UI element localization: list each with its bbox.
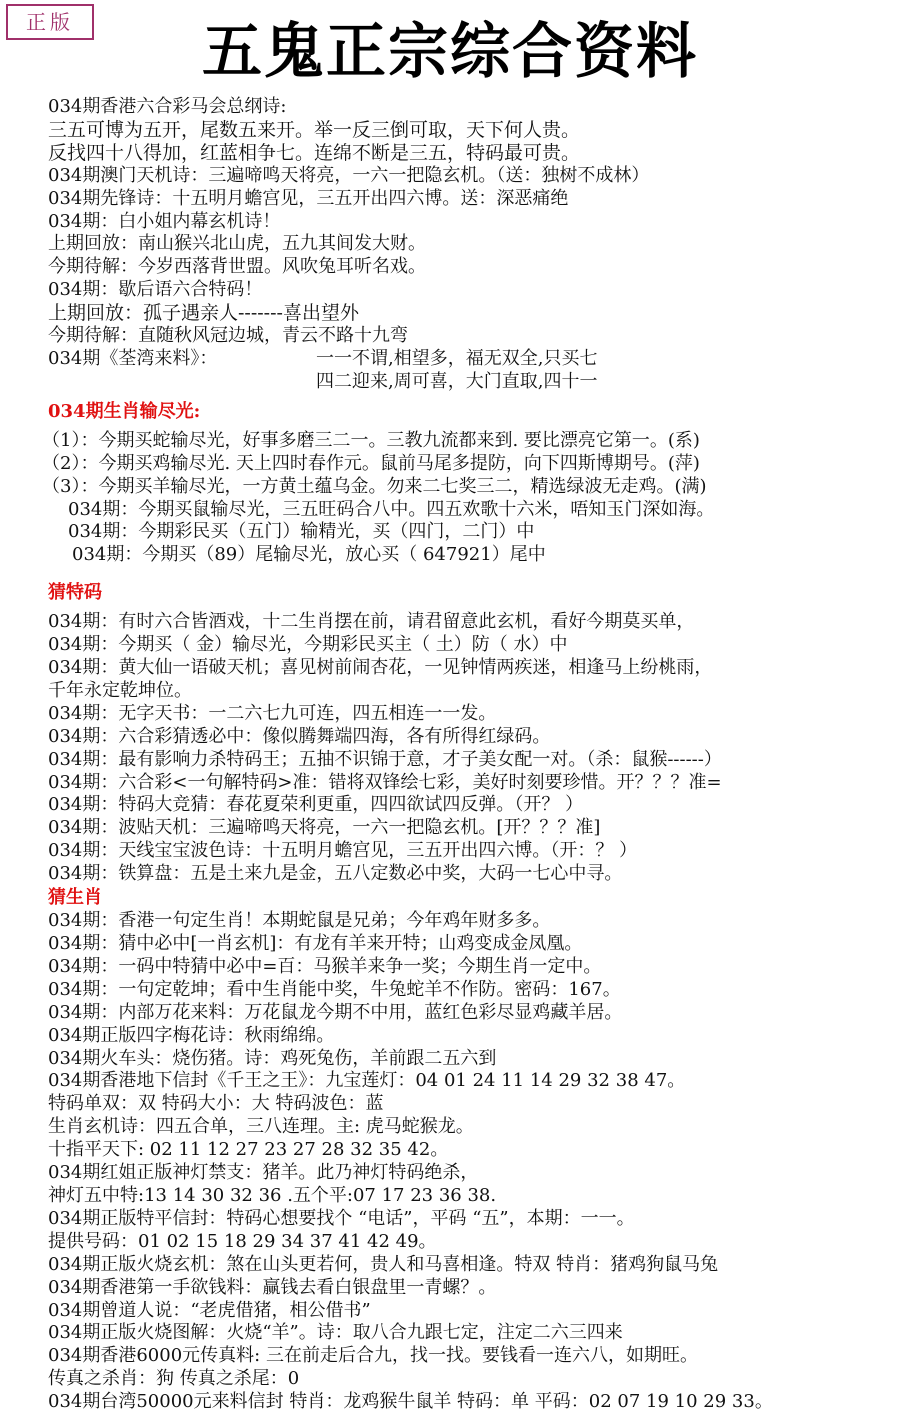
text-line: 034期红姐正版神灯禁支：猪羊。此乃神灯特码绝杀， bbox=[48, 1162, 479, 1184]
text-line: 034期：今期买（ 金）输尽光，今期彩民买主（ 土）防（ 水）中 bbox=[48, 634, 568, 656]
section-title-zodiac-loss: 034期生肖输尽光: bbox=[48, 400, 201, 422]
text-line: 034期香港第一手欲钱料：赢钱去看白银盘里一青螺？。 bbox=[48, 1276, 497, 1298]
text-line: 034期：今期买（89）尾输尽光，放心买（ 647921）尾中 bbox=[72, 544, 546, 566]
text-line: 034期：一句定乾坤；看中生肖能中奖，牛兔蛇羊不作防。密码：167。 bbox=[48, 978, 621, 1000]
text-line: 生肖玄机诗：四五合单，三八连理。主: 虎马蛇猴龙。 bbox=[48, 1116, 474, 1138]
text-line: 今期待解：今岁西落背世盟。风吹兔耳听名戏。 bbox=[48, 256, 426, 278]
document-body bbox=[42, 96, 890, 1414]
text-line: 034期：有时六合皆酒戏，十二生肖摆在前，请君留意此玄机，看好今期莫买单， bbox=[48, 611, 695, 633]
text-line: 十指平天下: 02 11 12 27 23 27 28 32 35 42。 bbox=[48, 1139, 449, 1161]
section-title-guess-code: 猜特码 bbox=[48, 582, 102, 604]
text-line: 034期：特码大竞猜：春花夏荣利更重，四四欲试四反弹。（开？ ） bbox=[48, 794, 584, 816]
text-line: （3）：今期买羊输尽光，一方黄土蕴乌金。勿来二七奖三二，精选绿波无走鸡。(满) bbox=[42, 475, 707, 497]
text-line: 034期：歇后语六合特码！ bbox=[48, 279, 263, 301]
guess-code-block bbox=[48, 611, 890, 886]
text-line: 今期待解：直随秋风冠边城，青云不路十九弯 bbox=[48, 325, 408, 347]
text-line: 传真之杀肖：狗 传真之杀尾：0 bbox=[48, 1368, 300, 1390]
text-line: 034期：无字天书：一二六七九可连，四五相连一一发。 bbox=[48, 702, 497, 724]
text-line: 034期：内部万花来料：万花鼠龙今期不中用，蓝红色彩尽显鸡藏羊居。 bbox=[48, 1001, 623, 1023]
text-line: 034期：猜中必中[一肖玄机]：有龙有羊来开特；山鸡变成金凤凰。 bbox=[48, 933, 583, 954]
text-line: 034期先锋诗：十五明月蟾宫见，三五开出四六博。送：深恶痛绝 bbox=[48, 187, 569, 209]
text-line: 034期香港6000元传真料: 三在前走后合九，找一找。要钱看一连六八，如期旺。 bbox=[48, 1345, 698, 1367]
text-line: （2）：今期买鸡输尽光. 天上四时春作元。鼠前马尾多提防，向下四斯博期号。(萍) bbox=[42, 452, 700, 474]
genuine-badge: 正版 bbox=[6, 4, 94, 40]
text-line: 神灯五中特:13 14 30 32 36 .五个平:07 17 23 36 38. bbox=[48, 1184, 497, 1206]
text-line: （1）：今期买蛇输尽光，好事多磨三二一。三教九流都来到. 要比漂亮它第一。(系) bbox=[42, 429, 700, 451]
text-line: 034期：波贴天机：三遍啼鸣天将亮，一六一把隐玄机。[开？？？准] bbox=[48, 817, 601, 839]
text-line: 034期台湾50000元来料信封 特肖：龙鸡猴牛鼠羊 特码：单 平码：02 07 19 10 29 33。 bbox=[48, 1391, 773, 1413]
text-line: 上期回放：南山猴兴北山虎，五九其间发大财。 bbox=[48, 233, 426, 255]
text-line: 034期正版特平信封：特码心想要找个 “电话”，平码 “五”，本期：一一。 bbox=[48, 1207, 635, 1229]
text-line: 034期澳门天机诗：三遍啼鸣天将亮，一六一把隐玄机。（送：独树不成林） bbox=[48, 164, 650, 186]
text-line: 034期：铁算盘：五是土来九是金，五八定数必中奖，大码一七心中寻。 bbox=[48, 863, 623, 885]
guess-zodiac-block bbox=[48, 910, 890, 1414]
text-line: 034期：今期彩民买（五门）输精光，买（四门，二门）中 bbox=[68, 521, 535, 543]
text-line: 034期：天线宝宝波色诗：十五明月蟾宫见，三五开出四六博。（开：？ ） bbox=[48, 840, 638, 862]
text-line: 三五可博为五开，尾数五来开。举一反三倒可取，天下何人贵。 bbox=[48, 118, 581, 141]
text-line: 034期：香港一句定生肖！本期蛇鼠是兄弟；今年鸡年财多多。 bbox=[48, 910, 551, 932]
text-line: 034期：六合彩<一句解特码>准：错将双锋绘七彩，美好时刻要珍惜。开？？？准= bbox=[48, 771, 722, 793]
quanwan-line-1: 一一不谓,相望多，福无双全,只买七 bbox=[316, 347, 598, 369]
text-line: 034期正版火烧图解：火烧“羊”。诗：取八合九跟七定，注定二六三四来 bbox=[48, 1322, 623, 1344]
poem-block bbox=[48, 96, 890, 394]
text-line: 034期：最有影响力杀特码王；五抽不识锦于意，才子美女配一对。（杀：鼠猴------） bbox=[48, 748, 722, 770]
text-line: 034期：一码中特猜中必中=百：马猴羊来争一奖；今期生肖一定中。 bbox=[48, 955, 602, 977]
text-line: 034期香港地下信封《千王之王》：九宝莲灯：04 01 24 11 14 29 32 38 47。 bbox=[48, 1070, 686, 1092]
text-line: 特码单双：双 特码大小：大 特码波色：蓝 bbox=[48, 1093, 384, 1115]
text-line: 反找四十八得加，红蓝相争七。连绵不断是三五，特码最可贵。 bbox=[48, 141, 581, 164]
text-line: 034期火车头：烧伤猪。诗：鸡死兔伤，羊前跟二五六到 bbox=[48, 1047, 497, 1069]
text-line: 034期：黄大仙一语破天机；喜见树前闹杏花，一见钟情两疾迷，相逢马上纷桃雨， bbox=[48, 657, 713, 679]
text-line: 上期回放：孤子遇亲人-------喜出望外 bbox=[48, 302, 359, 325]
text-line: 034期香港六合彩马会总纲诗: bbox=[48, 96, 287, 117]
text-line: 034期曾道人说：“老虎借猪，相公借书” bbox=[48, 1299, 371, 1321]
text-line: 034期：六合彩猜透必中：像似腾舞端四海，各有所得红绿码。 bbox=[48, 725, 551, 747]
quanwan-row bbox=[48, 348, 890, 371]
section-title-guess-zodiac: 猜生肖 bbox=[48, 887, 102, 909]
quanwan-row bbox=[48, 371, 890, 394]
quanwan-label: 034期《荃湾来料》： bbox=[48, 347, 218, 369]
zodiac-loss-block bbox=[42, 429, 890, 567]
quanwan-spacer bbox=[48, 371, 316, 394]
page-title: 五鬼正宗综合资料 bbox=[202, 17, 698, 87]
text-line: 千年永定乾坤位。 bbox=[48, 679, 192, 701]
text-line: 034期：今期买鼠输尽光，三五旺码合八中。四五欢歌十六米，唔知玉门深如海。 bbox=[68, 498, 715, 520]
quanwan-line-2: 四二迎来,周可喜，大门直取,四十一 bbox=[316, 370, 598, 392]
text-line: 034期正版火烧玄机：煞在山头更若何，贵人和马喜相逢。特双 特肖：猪鸡狗鼠马兔 bbox=[48, 1253, 719, 1275]
text-line: 034期正版四字梅花诗：秋雨绵绵。 bbox=[48, 1024, 335, 1046]
text-line: 034期：白小姐内幕玄机诗！ bbox=[48, 210, 281, 232]
text-line: 提供号码：01 02 15 18 29 34 37 41 42 49。 bbox=[48, 1230, 437, 1252]
